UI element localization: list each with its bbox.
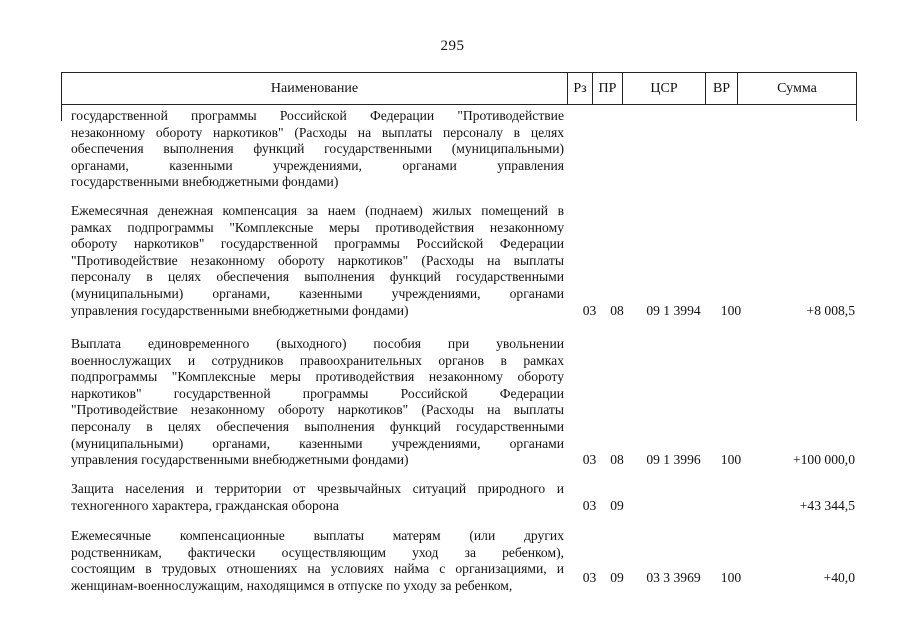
row-rz: 03 — [582, 497, 597, 513]
row-name-line: незаконному обороту наркотиков" (Расходы на выплаты персоналу в целях — [71, 124, 564, 140]
row-pr: 09 — [610, 497, 624, 513]
header-csr: ЦСР — [623, 73, 706, 104]
row-name-line: персоналу в целях обеспечения выполнения функций государственными — [71, 269, 564, 285]
row-name-line: обороту наркотиков" государственной программы Российской Федерации — [71, 236, 564, 252]
table-header — [61, 72, 857, 105]
row-pr: 08 — [610, 452, 624, 468]
row-name-line: "Противодействие незаконному обороту наркотиков" (Расходы на выплаты — [71, 402, 564, 418]
row-rz: 03 — [582, 302, 597, 318]
row-name-line: Ежемесячная денежная компенсация за наем (поднаем) жилых помещений в — [71, 203, 564, 218]
row-name-line: государственной программы Российской Федерации "Противодействие — [71, 108, 564, 123]
row-name-line: управления государственными внебюджетными фондами) — [71, 302, 409, 318]
header-vr: ВР — [706, 73, 738, 104]
header-sum: Сумма — [777, 80, 817, 96]
row-name-line: женщинам-военнослужащим, находящимся в отпуске по уходу за ребенком, — [71, 577, 513, 593]
header-rz: Рз — [568, 73, 593, 104]
row-name-line: управления государственными внебюджетными фондами) — [71, 452, 409, 468]
row-name-line: органами, казенными учреждениями, органами управления — [71, 157, 564, 173]
row-name-line: (муниципальными) органами, казенными учреждениями, органами — [71, 285, 564, 301]
row-name-line: обеспечения выполнения функций государственными (муниципальными) — [71, 141, 564, 157]
row-vr: 100 — [720, 570, 742, 585]
row-pr: 09 — [610, 570, 624, 585]
row-csr: 09 1 3996 — [646, 452, 701, 468]
row-sum: +100 000,0 — [792, 452, 855, 468]
row-name-line: рамках подпрограммы "Комплексные меры противодействия незаконному — [71, 219, 564, 235]
row-name-line: (муниципальными) органами, казенными учреждениями, органами — [71, 435, 564, 451]
row-name-line: государственными внебюджетными фондами) — [71, 174, 339, 190]
row-sum: +8 008,5 — [806, 302, 855, 318]
row-sum: +40,0 — [823, 570, 855, 585]
row-vr: 100 — [720, 302, 742, 318]
row-name-line: Защита населения и территории от чрезвычайных ситуаций природного и — [71, 481, 564, 496]
row-pr: 08 — [610, 302, 624, 318]
row-name-line: родственникам, фактически осуществляющим уход за ребенком), — [71, 544, 564, 560]
header-pr: ПР — [593, 73, 623, 104]
row-name-line: состоящим в трудовых отношениях на условиях найма с организациями, и — [71, 561, 564, 577]
row-csr: 03 3 3969 — [646, 570, 701, 585]
row-name-line: подпрограммы "Комплексные меры противодействия незаконному обороту — [71, 369, 564, 385]
header-name: Наименование — [62, 73, 568, 104]
column-divider — [61, 105, 62, 121]
row-rz: 03 — [582, 452, 597, 468]
page-number: 295 — [440, 38, 465, 54]
row-rz: 03 — [582, 570, 597, 585]
row-name-line: военнослужащих и сотрудников правоохранительных органов в рамках — [71, 352, 564, 368]
row-name — [71, 203, 564, 319]
row-name-line: персоналу в целях обеспечения выполнения функций государственными — [71, 418, 564, 434]
row-name-line: Выплата единовременного (выходного) пособия при увольнении — [71, 336, 564, 351]
row-name-line: наркотиков" государственной программы Российской Федерации — [71, 385, 564, 401]
row-csr: 09 1 3994 — [646, 302, 701, 318]
row-vr: 100 — [720, 452, 742, 468]
row-name-line: Ежемесячные компенсационные выплаты матерям (или других — [71, 528, 564, 543]
row-sum: +43 344,5 — [799, 497, 855, 513]
row-name — [71, 336, 564, 469]
row-name — [71, 528, 564, 594]
column-divider — [856, 105, 857, 121]
row-name-line: техногенного характера, гражданская оборона — [71, 497, 339, 513]
row-name-line: "Противодействие незаконному обороту наркотиков" (Расходы на выплаты — [71, 252, 564, 268]
row-name — [71, 108, 564, 191]
row-name — [71, 481, 564, 514]
